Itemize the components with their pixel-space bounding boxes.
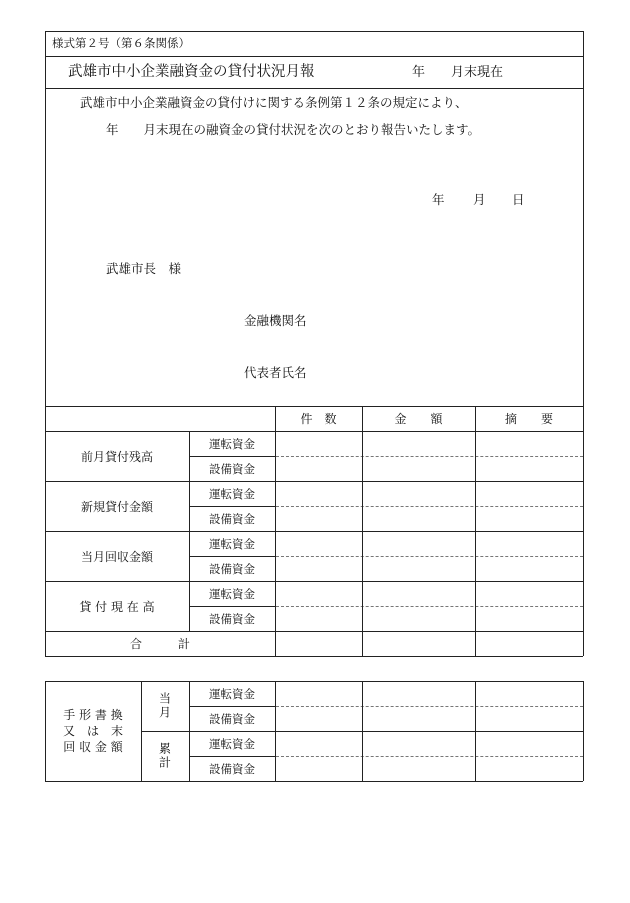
sub-label-current-month: 当月 <box>157 692 172 720</box>
submission-date-month: 月 <box>473 192 486 207</box>
header-remarks: 摘 要 <box>504 412 553 426</box>
group-label-previous-balance: 前月貸付残高 <box>80 449 153 464</box>
header-amount: 金 額 <box>394 412 443 426</box>
fund-operating-label: 運転資金 <box>209 436 255 451</box>
submission-date-year: 年 <box>432 192 445 207</box>
fund-operating-label: 運転資金 <box>209 536 255 551</box>
report-as-of-date: 年 月末現在 <box>412 65 504 80</box>
fund-equipment-label: 設備資金 <box>209 711 255 726</box>
bill-renewal-label <box>45 681 141 781</box>
submission-date-day: 日 <box>512 192 525 207</box>
report-title: 武雄市中小企業融資金の貸付状況月報 <box>68 64 315 80</box>
group-label-new-loans: 新規貸付金額 <box>80 499 153 514</box>
fund-equipment-label: 設備資金 <box>209 561 255 576</box>
bill-renewal-label-line-3: 回 収 金 額 <box>63 740 123 754</box>
group-label-collections: 当月回収金額 <box>80 549 153 564</box>
representative-name-label: 代表者氏名 <box>244 365 307 380</box>
fund-equipment-label: 設備資金 <box>209 461 255 476</box>
sub-label-cumulative: 累計 <box>157 742 172 770</box>
institution-name-label: 金融機関名 <box>244 313 307 328</box>
report-statement-line-2: 年 月末現在の融資金の貸付状況を次のとおり報告いたします。 <box>106 122 481 137</box>
fund-equipment-label: 設備資金 <box>209 611 255 626</box>
group-label-current-balance: 貸 付 現 在 高 <box>79 599 155 614</box>
fund-equipment-label: 設備資金 <box>209 761 255 776</box>
fund-operating-label: 運転資金 <box>209 736 255 751</box>
addressee: 武雄市長 様 <box>106 261 182 276</box>
bill-renewal-label-line-1: 手 形 書 換 <box>63 708 123 722</box>
header-count: 件 数 <box>300 412 337 426</box>
fund-operating-label: 運転資金 <box>209 586 255 601</box>
form-number-label: 様式第２号（第６条関係） <box>52 36 190 50</box>
bill-renewal-label-line-2: 又 は 末 <box>62 724 123 738</box>
fund-operating-label: 運転資金 <box>209 686 255 701</box>
total-label: 合 計 <box>129 637 190 651</box>
fund-operating-label: 運転資金 <box>209 486 255 501</box>
fund-equipment-label: 設備資金 <box>209 511 255 526</box>
report-statement-line-1: 武雄市中小企業融資金の貸付けに関する条例第１２条の規定により、 <box>80 95 468 110</box>
